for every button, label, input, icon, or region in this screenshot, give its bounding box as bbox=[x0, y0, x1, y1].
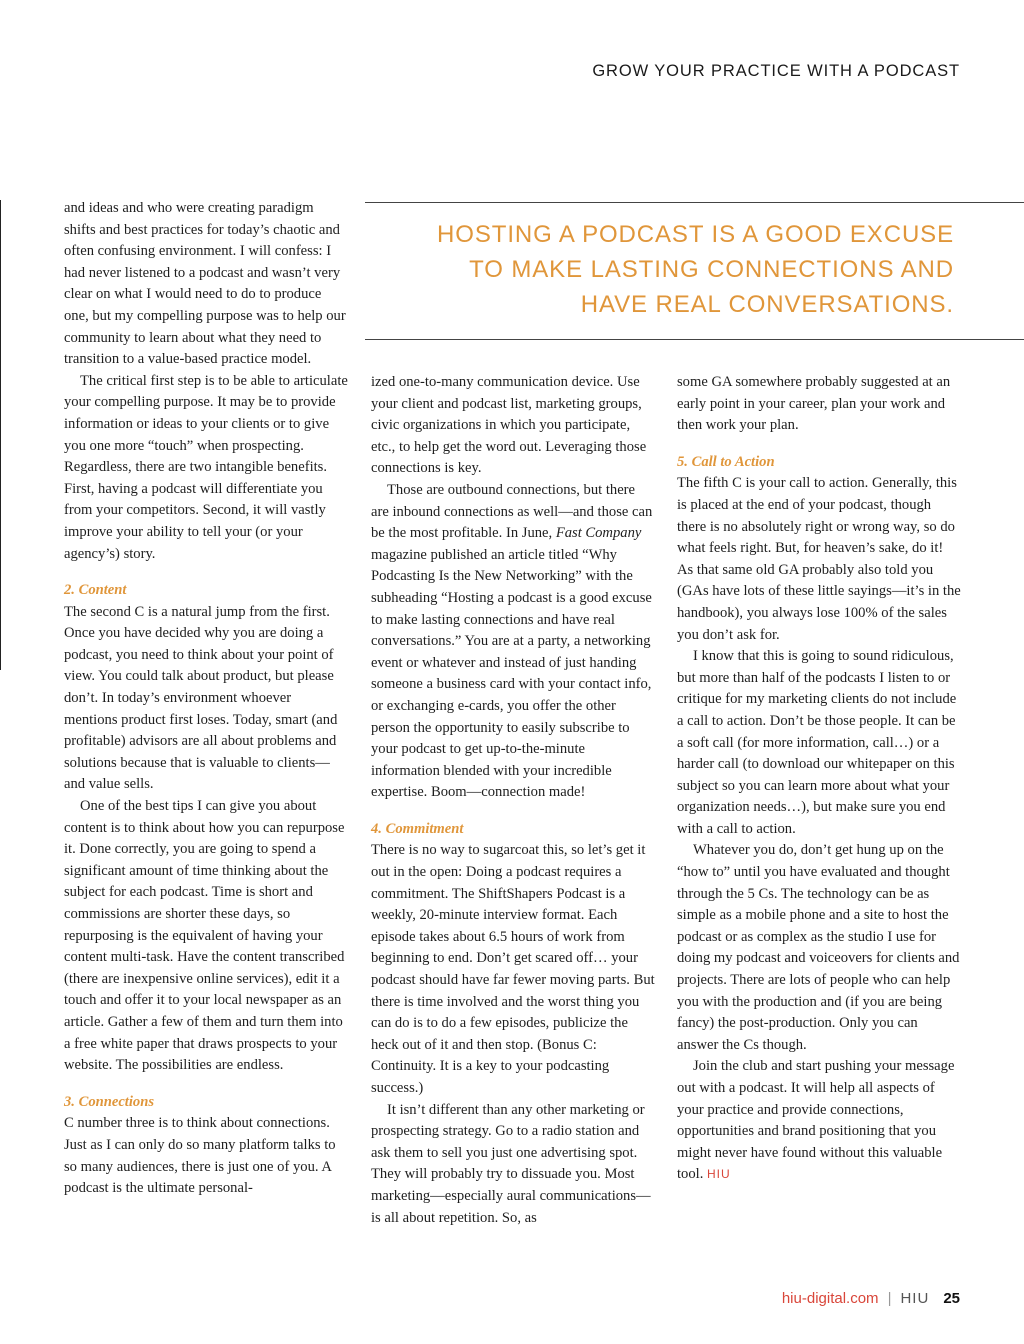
paragraph-text: magazine published an article titled “Why Podcasting Is the New Networking” with the subheading “Hosting a podcast is a good excuse to make lasting connections and have real conversations.” You are at a party, a networking event or whatever and instead of just handing someone a business card with your contact info, or exchanging e-cards, you offer the other person the opportunity to easily subscribe to your podcast to get up-to-the-minute information blended with your incredible expertise. Boom—connection made! bbox=[371, 546, 652, 801]
paragraph: Whatever you do, don’t get hung up on the “how to” until you have evaluated and thought through the 5 Cs. The technology can be as simple as a mobile phone and a site to host the podcast or as complex as the studio I use for doing my podcast and voiceovers for clients and projects. There are lots of people who can help you with the production and (if you are being fancy) the post-production. Only you can answer the Cs though. bbox=[677, 842, 960, 1053]
running-head: GROW YOUR PRACTICE WITH A PODCAST bbox=[592, 62, 960, 80]
publication-title: Fast Company bbox=[555, 525, 642, 542]
paragraph-text: Join the club and start pushing your message out with a podcast. It will help all aspects of your practice and provide connections, opportunities and brand positioning that you might never have found without this valuable tool. bbox=[677, 1058, 955, 1183]
paragraph: One of the best tips I can give you about content is to think about how you can repurpose it. Done correctly, you are going to spend a significant amount of time thinking about the subject for each podcast. Time is short and commissions are shorter these days, so repurposing is the equivalent of having your content multi-task. Have the content transcribed (there are inexpensive online services), edit it a touch and offer it to your local newspaper as an article. Gather a few of them and turn them into a free white paper that draws prospects to your website. The possibilities are endless. bbox=[64, 798, 345, 1074]
footer-site-link[interactable]: hiu-digital.com bbox=[781, 1290, 879, 1307]
paragraph: and ideas and who were creating paradigm shifts and best practices for today’s chaotic and often confusing environment. I will confess: I had never listened to a podcast and wasn’t very clear on what I would need to do to produce one, but my compelling purpose was to help our community to learn about what they need to transition to a value-based practice model. bbox=[64, 200, 346, 368]
paragraph: I know that this is going to sound ridiculous, but more than half of the podcasts I listen to or critique for my marketing clients do not include a call to action. Don’t be those people. It can be a soft call (for more information, call…) or a harder call (to download our whitepaper on this subject so you can learn more about what your organization needs…), but make sure you end with a call to action. bbox=[677, 648, 957, 837]
section-heading-commitment: 4. Commitment bbox=[371, 820, 464, 837]
paragraph: some GA somewhere probably suggested at an early point in your career, plan your work and then work your plan. bbox=[677, 374, 951, 434]
paragraph: The critical first step is to be able to articulate your compelling purpose. It may be to provide information or ideas to your clients or to give you one more “touch” when prospecting. Regardless, there are two intangible benefits. First, having a podcast will differentiate you from your competitors. Second, it will vastly improve your ability to tell your (or your agency’s) story. bbox=[64, 372, 348, 562]
pull-quote-line-1: HOSTING A PODCAST IS A GOOD EXCUSE bbox=[437, 221, 954, 248]
paragraph: The fifth C is your call to action. Generally, this is placed at the end of your podcast, though there is no absolutely right or wrong way, so do what feels right. But, for heaven’s sake, do it! As that same old GA probably also told you (GAs have lots of these little sayings—it’s in the handbook), you always lose 100% of the sales you don’t ask for. bbox=[677, 475, 961, 643]
article-column-2 bbox=[371, 372, 656, 1229]
page-number: 25 bbox=[943, 1290, 960, 1307]
paragraph bbox=[677, 1056, 962, 1186]
page-footer bbox=[782, 1290, 960, 1307]
paragraph: ized one-to-many communication device. Use your client and podcast list, marketing groups, civic organizations in which you participate, etc., to help get the word out. Leveraging those connections is key. bbox=[371, 374, 647, 477]
paragraph: It isn’t different than any other marketing or prospecting strategy. Go to a radio station and ask them to sell you just one advertising spot. They will probably try to dissuade you. Most marketing—especially aural communications—is all about repetition. So, as bbox=[371, 1101, 651, 1226]
paragraph: There is no way to sugarcoat this, so let’s get it out in the open: Doing a podcast requires a commitment. The ShiftShapers Podcast is a weekly, 20-minute interview format. Each episode takes about 6.5 hours of work from beginning to end. Don’t get scared off… your podcast should have far fewer moving parts. But there is time involved and the worst thing you can do is to do a few episodes, publicize the heck out of it and then stop. (Bonus C: Continuity. It is a key to your podcasting success.) bbox=[371, 842, 655, 1096]
paragraph-text: Those are outbound connections, but there are inbound connections as well—and those can be the most profitable. In June, bbox=[371, 481, 653, 542]
section-heading-content: 2. Content bbox=[64, 582, 127, 599]
end-signoff: HIU bbox=[707, 1167, 731, 1182]
pull-quote-line-2: TO MAKE LASTING CONNECTIONS AND bbox=[469, 256, 954, 283]
footer-publication: HIU bbox=[900, 1290, 930, 1307]
paragraph: The second C is a natural jump from the first. Once you have decided why you are doing a podcast, you need to think about your point of view. You could talk about product, but please don’t. In today’s environment whoever mentions product first loses. Today, smart (and profitable) advisors are all about problems and solutions because that is valuable to clients—and value sells. bbox=[64, 603, 338, 793]
section-heading-connections: 3. Connections bbox=[64, 1093, 155, 1110]
page-edge-rule bbox=[0, 200, 1, 670]
paragraph bbox=[371, 480, 656, 804]
section-heading-call-to-action: 5. Call to Action bbox=[677, 453, 775, 470]
article-column-3 bbox=[677, 372, 962, 1186]
footer-separator: | bbox=[887, 1290, 892, 1307]
pull-quote bbox=[365, 202, 1024, 340]
article-column-1 bbox=[64, 198, 348, 1200]
pull-quote-line-3: HAVE REAL CONVERSATIONS. bbox=[580, 291, 954, 318]
paragraph: C number three is to think about connections. Just as I can only do so many platform talks to so many audiences, there is just one of you. A podcast is the ultimate personal- bbox=[64, 1115, 336, 1197]
